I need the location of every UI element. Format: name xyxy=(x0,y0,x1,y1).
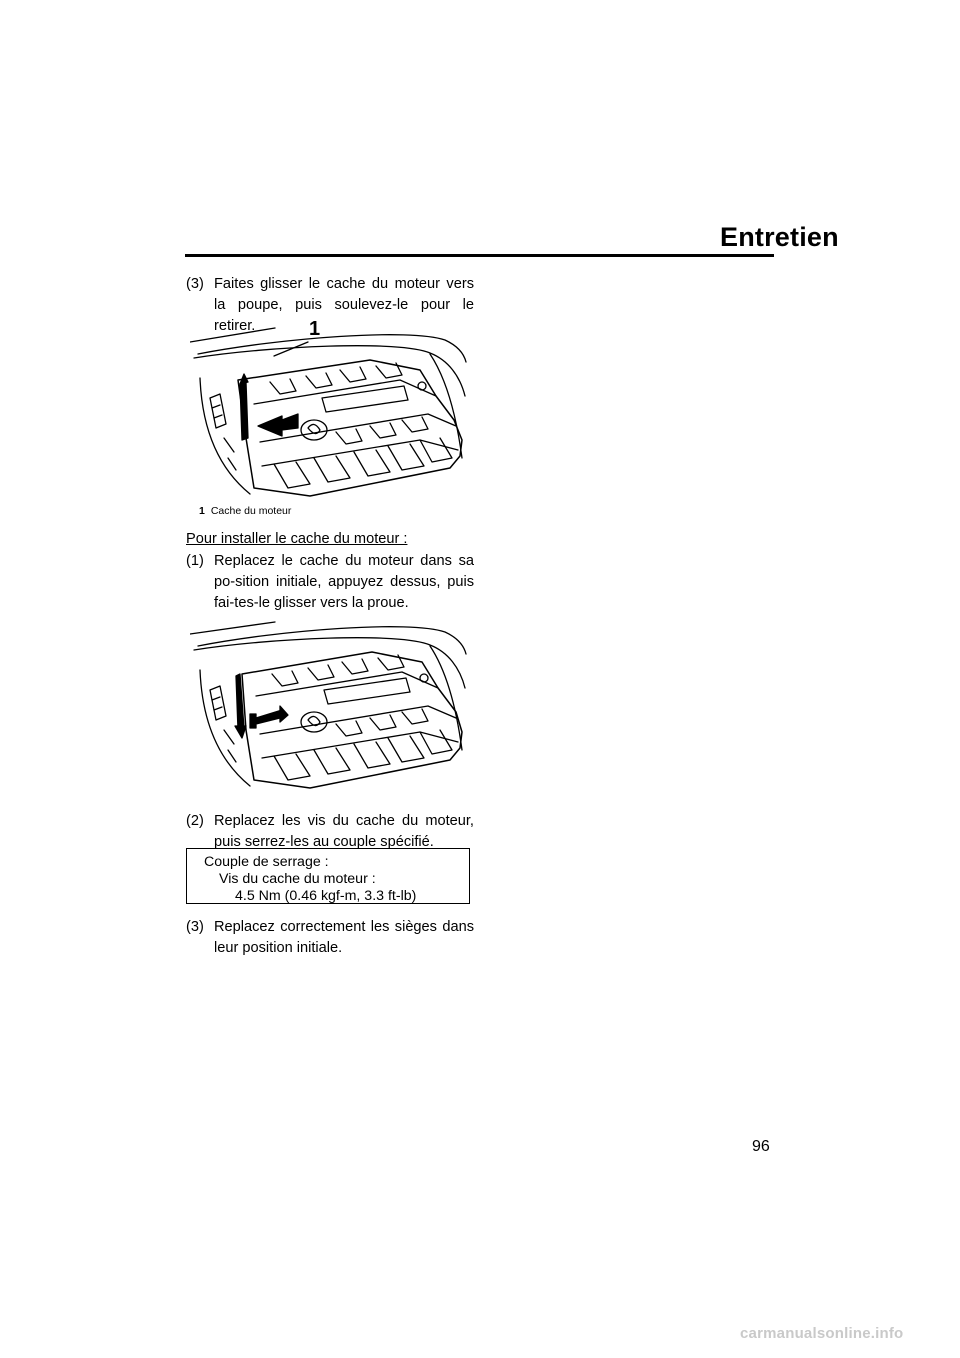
engine-cover-remove-illustration xyxy=(190,318,470,500)
figure-caption xyxy=(199,505,291,517)
step-text: Replacez correctement les sièges dans leur position initiale. xyxy=(214,919,474,956)
step-text: Faites glisser le cache du moteur vers la poupe, puis soulevez-le pour le retirer. xyxy=(214,276,474,334)
step-number: (1) xyxy=(186,553,204,569)
header-rule xyxy=(185,254,774,257)
watermark: carmanualsonline.info xyxy=(740,1325,904,1342)
install-section xyxy=(186,529,474,614)
caption-text: Cache du moteur xyxy=(210,505,292,517)
section-subheading: Pour installer le cache du moteur : xyxy=(186,531,408,547)
step-install-1 xyxy=(186,551,474,614)
step-text: Replacez le cache du moteur dans sa po-sition initiale, appuyez dessus, puis fai-tes-le glisser vers la proue. xyxy=(214,553,474,611)
torque-spec-box xyxy=(186,848,470,904)
step-install-3 xyxy=(186,917,474,959)
engine-cover-install-illustration xyxy=(190,614,470,794)
caption-number: 1 xyxy=(199,505,205,517)
page-number: 96 xyxy=(752,1138,770,1155)
figure-callout: 1 xyxy=(309,318,321,340)
spec-value: 4.5 Nm (0.46 kgf-m, 3.3 ft-lb) xyxy=(235,888,417,904)
step-number: (3) xyxy=(186,276,204,292)
step-text: Replacez les vis du cache du moteur, puis serrez-les au couple spécifié. xyxy=(214,813,474,850)
page-title: Entretien xyxy=(720,222,839,252)
step-number: (2) xyxy=(186,813,204,829)
step-install-2 xyxy=(186,811,474,853)
spec-title: Couple de serrage : xyxy=(204,854,329,870)
spec-item: Vis du cache du moteur : xyxy=(219,871,376,887)
step-number: (3) xyxy=(186,919,204,935)
